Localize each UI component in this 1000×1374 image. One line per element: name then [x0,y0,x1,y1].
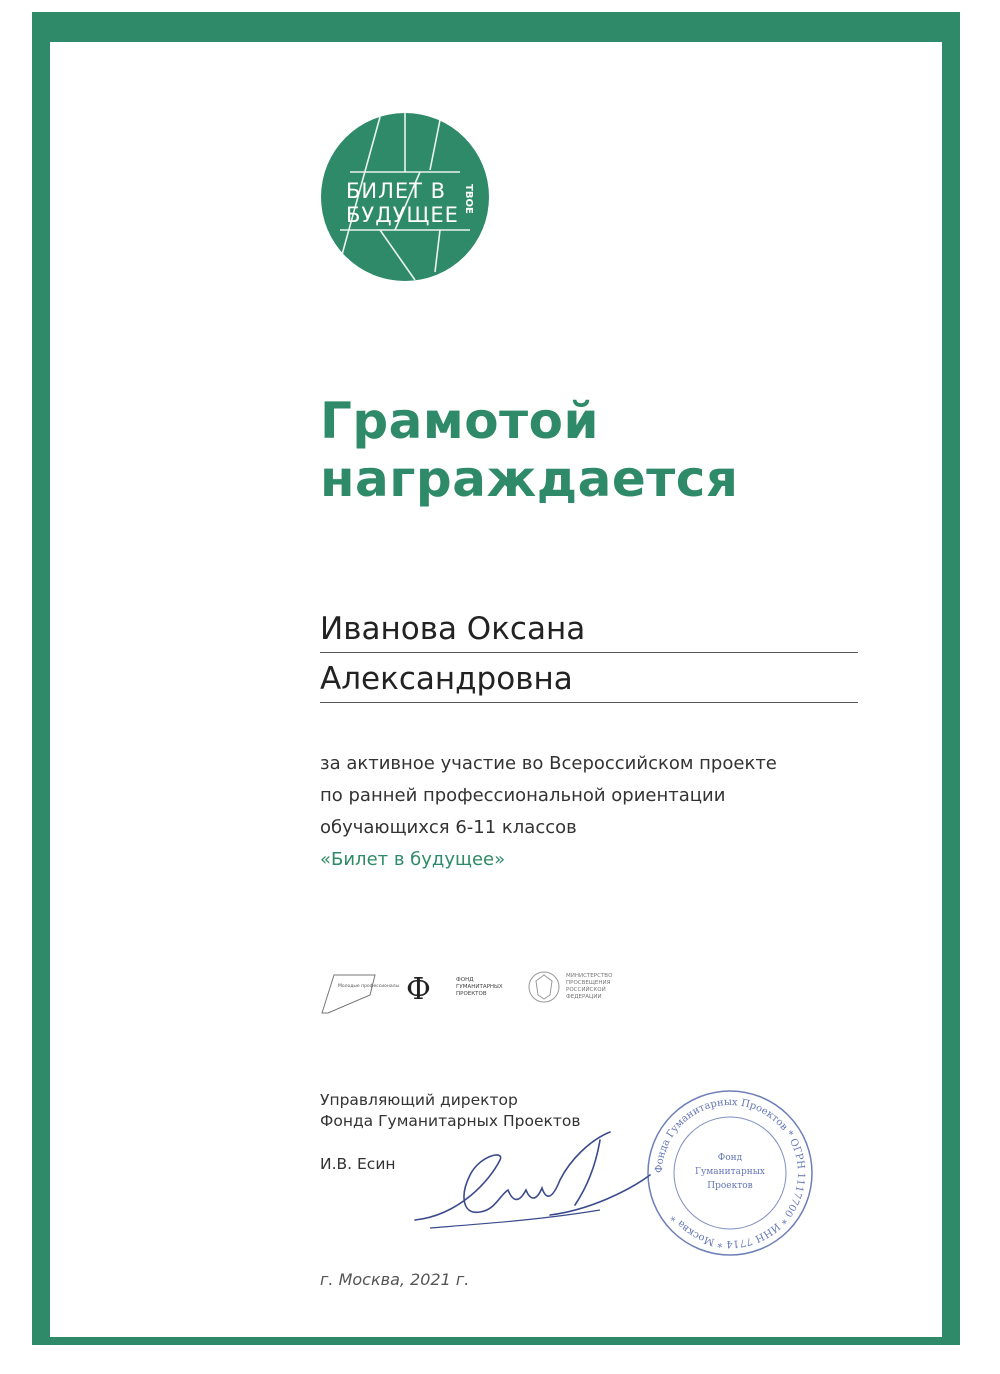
stamp-ring-text: Фонда Гуманитарных Проектов * ОГРН 1117700 * ИНН 7714 * Москва * [653,1096,807,1250]
logo-line2: БУДУЩЕЕ [346,203,459,227]
logo-side-text: ТВОЕ [463,184,474,214]
award-description [320,748,777,876]
recipient-name-line1: Иванова Оксана [320,610,858,653]
title-line2: награждается [320,450,739,508]
logo-line1: БИЛЕТ В [346,179,447,203]
desc-line1: за активное участие во Всероссийском проекте [320,753,777,774]
mp-text-2: ПРОСВЕЩЕНИЯ [566,980,611,986]
partner-logos [320,965,650,1020]
title-line1: Грамотой [320,392,599,450]
fgp-text-2: ГУМАНИТАРНЫХ [456,984,503,990]
position-line1: Управляющий директор [320,1091,518,1109]
desc-line3: обучающихся 6-11 классов [320,817,577,838]
stamp-center-3: Проектов [707,1181,753,1191]
fgp-text-1: ФОНД [456,977,474,983]
mp-text-4: ФЕДЕРАЦИИ [566,994,602,1000]
desc-line2: по ранней профессиональной ориентации [320,785,726,806]
minprosveshcheniya-logo [529,972,613,1002]
logo1-text: Молодые профессионалы [338,984,400,989]
stamp-center-2: Гуманитарных [695,1167,765,1177]
organization-stamp [640,1088,820,1258]
mp-text-1: МИНИСТЕРСТВО [566,973,613,979]
recipient-name-line2: Александровна [320,660,858,703]
signer-name: И.В. Есин [320,1155,396,1173]
handwritten-signature [400,1120,660,1240]
certificate-title [320,392,738,508]
fgp-letter: Ф [406,972,431,1007]
mp-text-3: РОССИЙСКОЙ [566,987,606,993]
position-line2: Фонда Гуманитарных Проектов [320,1112,581,1130]
stamp-center-1: Фонд [717,1153,743,1163]
molodye-professionaly-logo [322,975,399,1013]
project-name: «Билет в будущее» [320,849,506,870]
fgp-text-3: ПРОЕКТОВ [456,991,487,997]
fond-gumanitarnykh-proektov-logo [406,972,503,1007]
city-year: г. Москва, 2021 г. [320,1270,470,1289]
bilet-v-budushchee-logo [320,112,490,282]
